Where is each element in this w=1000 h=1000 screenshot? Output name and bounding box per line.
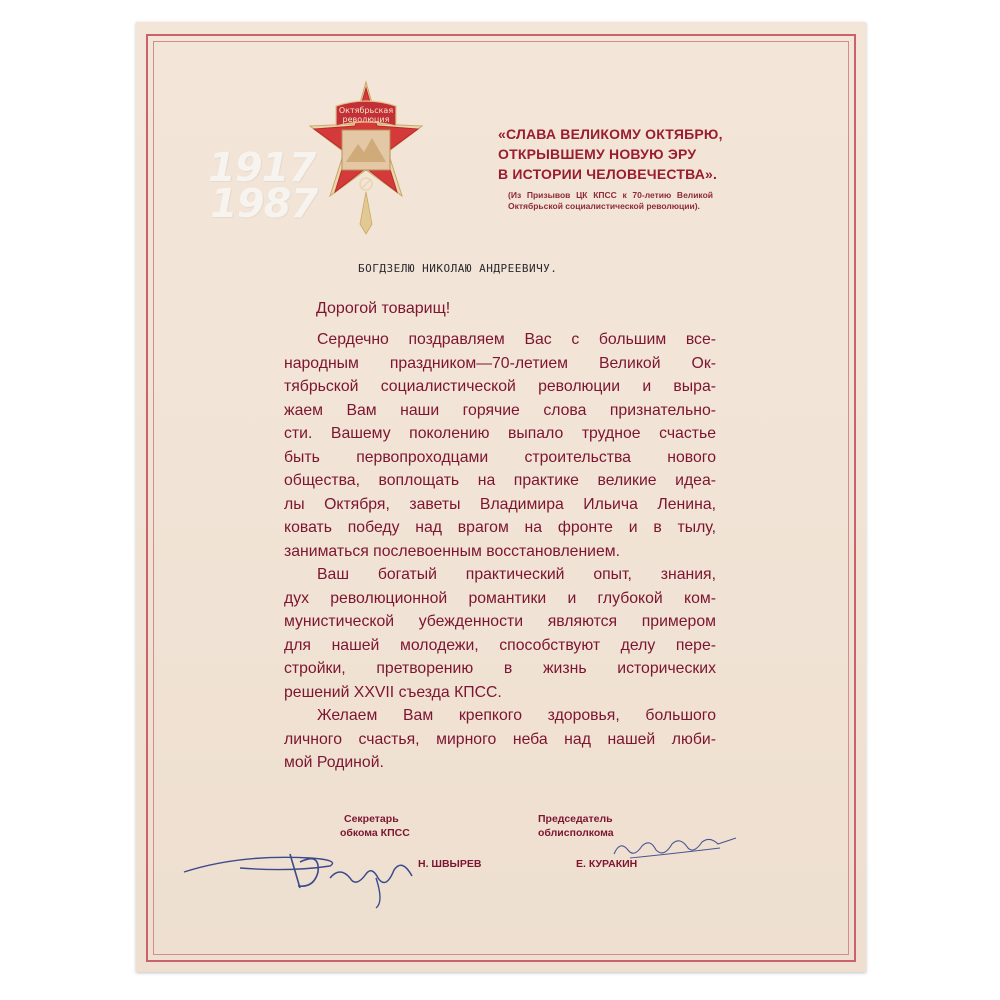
body-line: сти. Вашему поколению выпало трудное счастье (284, 425, 716, 442)
signature-left-icon (180, 832, 430, 912)
certificate-sheet (136, 22, 866, 972)
body-line: мой Родиной. (284, 754, 384, 771)
slogan-block (498, 124, 758, 212)
slogan-line: В ИСТОРИИ ЧЕЛОВЕЧЕСТВА». (498, 166, 718, 182)
anniversary-years (208, 145, 318, 227)
body-line: лы Октября, заветы Владимира Ильича Ленина, (284, 495, 716, 513)
body-line: дух революционной романтики и глубокой ком- (284, 589, 716, 607)
congratulation-text (284, 328, 716, 775)
signatory-right-name: Е. КУРАКИН (576, 858, 638, 870)
slogan-line: «СЛАВА ВЕЛИКОМУ ОКТЯБРЮ, (498, 126, 723, 142)
body-line: ковать победу над врагом на фронте и в тылу, (284, 519, 716, 536)
badge-ribbon-line1: Октябрьская (338, 106, 394, 115)
body-line: быть первопроходцами строительства нового (284, 448, 716, 466)
signatory-right-title-line1: Председатель (538, 813, 613, 825)
greeting: Дорогой товарищ! (316, 300, 451, 317)
year-end: 1987 (210, 181, 318, 227)
signatory-right-title-line2: облисполкома (538, 827, 614, 839)
signature-right-icon (610, 828, 740, 868)
badge-ribbon-line2: революция (342, 115, 390, 124)
body-line: решений XXVII съезда КПСС. (284, 683, 502, 701)
body-line: заниматься послевоенным восстановлением. (284, 542, 621, 560)
body-line: тябрьской социалистической революции и выра- (284, 378, 716, 395)
year-start: 1917 (208, 145, 316, 191)
body-line: Ваш богатый практический опыт, знания, (317, 566, 716, 583)
body-line: стройки, претворению в жизнь исторических (284, 660, 716, 677)
body-line: жаем Вам наши горячие слова признательно- (284, 401, 716, 419)
body-line: народным праздником—70-летием Великой Ок- (284, 354, 716, 372)
addressee-name: БОГДЗЕЛЮ НИКОЛАЮ АНДРЕЕВИЧУ. (358, 262, 558, 275)
signatory-left-title-line2: обкома КПСС (340, 827, 410, 839)
body-line: общества, воплощать на практике великие идеа- (284, 472, 716, 489)
slogan-line: ОТКРЫВШЕМУ НОВУЮ ЭРУ (498, 146, 697, 162)
body-line: личного счастья, мирного неба над нашей люби- (284, 730, 716, 748)
signatory-left-name: Н. ШВЫРЕВ (418, 858, 482, 870)
body-line: для нашей молодежи, способствуют делу пере- (284, 636, 716, 654)
signatory-right-title (538, 812, 614, 840)
body-line: мунистической убежденности являются примером (284, 613, 716, 630)
body-line: Желаем Вам крепкого здоровья, большого (317, 707, 716, 724)
order-of-october-revolution-icon (306, 74, 426, 236)
body-line: Сердечно поздравляем Вас с большим все- (317, 331, 716, 348)
slogan-source: (Из Призывов ЦК КПСС к 70-летию Великой Октябрьской социалистической революции). (508, 190, 713, 211)
signatory-left-title-line1: Секретарь (344, 813, 399, 825)
